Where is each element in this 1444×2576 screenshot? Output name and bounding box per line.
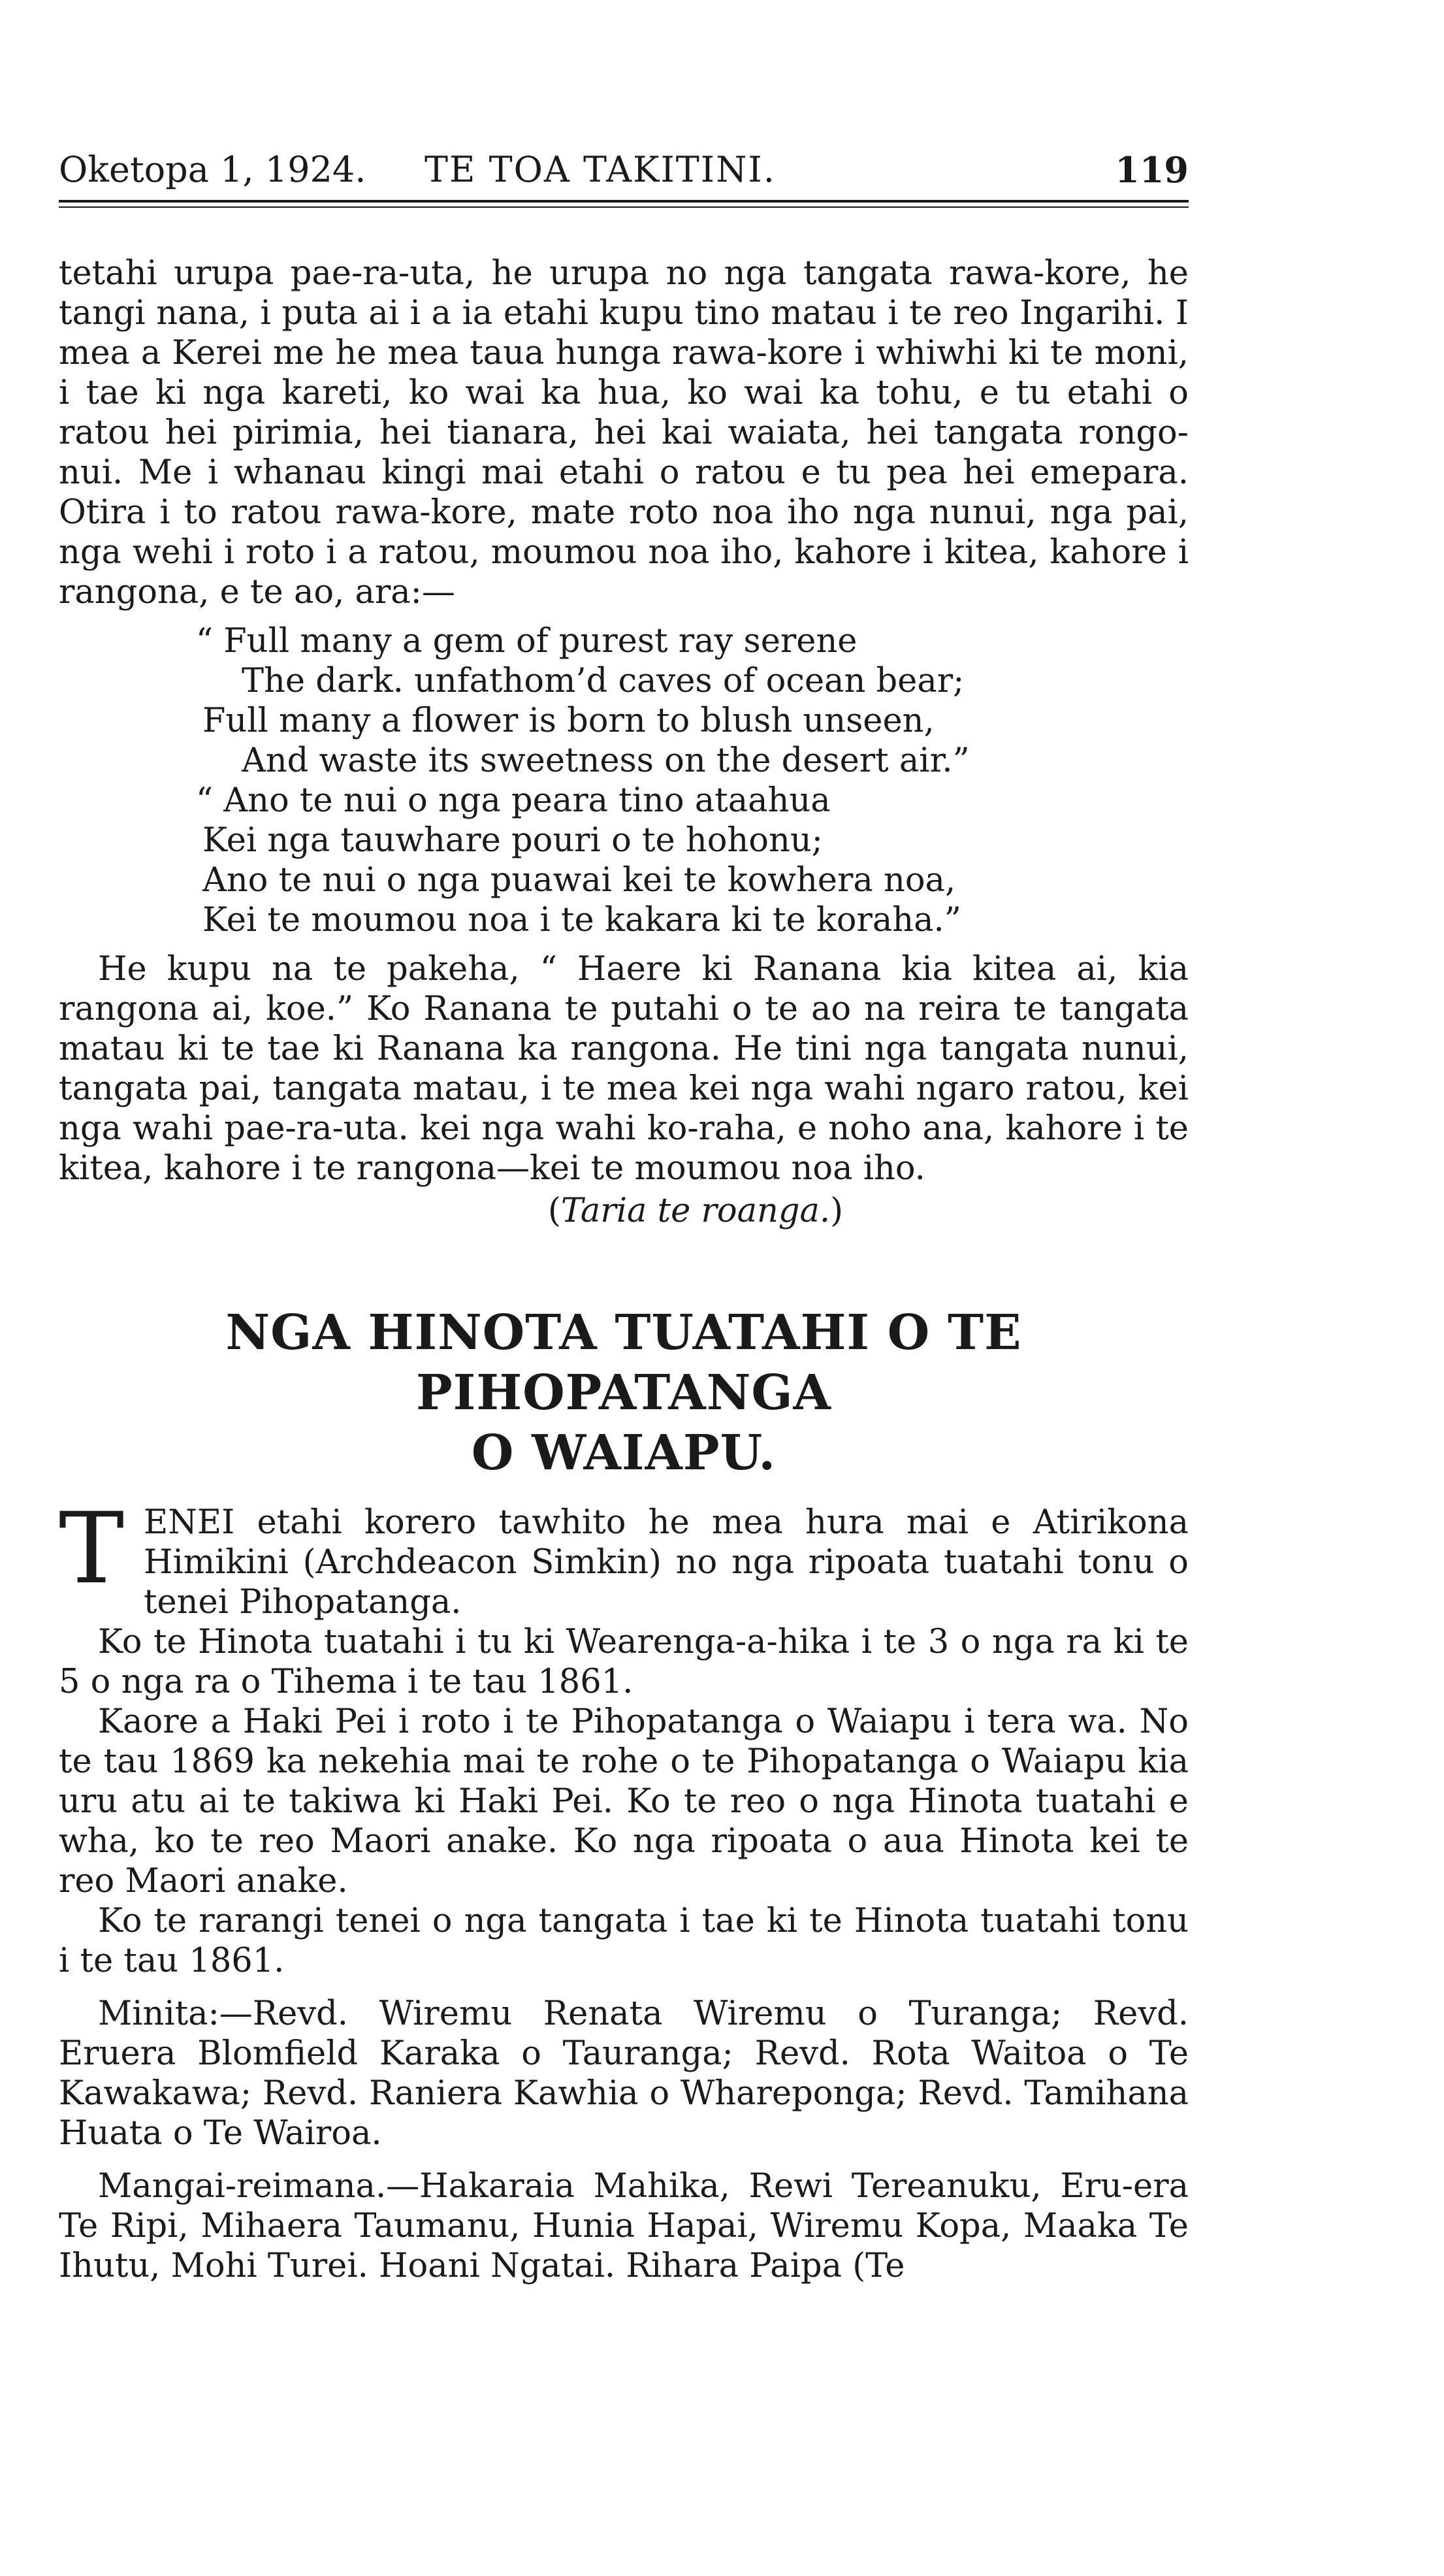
- publication-title: TE TOA TAKITINI.: [425, 149, 776, 190]
- page-number: 119: [1115, 149, 1189, 191]
- article-intro-text: ENEI etahi korero tawhito he mea hura mai e Atirikona Himikini (Archdeacon Simkin) no nga ripoata tuatahi tonu o tenei Pihopatanga.: [144, 1503, 1189, 1622]
- article-paragraph-e: Mangai-reimana.—Hakaraia Mahika, Rewi Tereanuku, Eru-era Te Ripi, Mihaera Taumanu, Hunia Hapai, Wiremu Kopa, Maaka Te Ihutu, Mohi Turei. Hoani Ngatai. Rihara Paipa (Te: [59, 2167, 1189, 2285]
- page-header: [59, 144, 1189, 196]
- poem-line: And waste its sweetness on the desert air.”: [242, 742, 970, 780]
- newspaper-page: [59, 144, 1189, 2286]
- article-heading: [59, 1303, 1189, 1483]
- article-heading-line-1: NGA HINOTA TUATAHI O TE PIHOPATANGA: [225, 1305, 1022, 1421]
- body-paragraph-2: He kupu na te pakeha, “ Haere ki Ranana kia kitea ai, kia rangona ai, koe.” Ko Ranana te putahi o te ao na reira te tangata matau ki te tae ki Ranana ka rangona. He tini nga tangata nunui, tangata pai, tangata matau, i te mea kei nga wahi ngaro ratou, kei nga wahi pae-ra-uta. kei nga wahi ko-raha, e noho ana, kahore i te kitea, kahore i te rangona—kei te moumou noa iho.: [59, 950, 1189, 1188]
- body-paragraph-1: tetahi urupa pae-ra-uta, he urupa no nga tangata rawa-kore, he tangi nana, i puta ai i a ia etahi kupu tino matau i te reo Ingarihi. I mea a Kerei me he mea taua hunga rawa-kore i whiwhi ki te moni, i tae ki nga kareti, ko wai ka hua, ko wai ka tohu, e tu etahi o ratou hei pirimia, hei tianara, hei kai waiata, hei tangata rongo-nui. Me i whanau kingi mai etahi o ratou e tu pea hei emepara. Otira i to ratou rawa-kore, mate roto noa iho nga nunui, nga pai, nga wehi i roto i a ratou, moumou noa iho, kahore i kitea, kahore i rangona, e te ao, ara:—: [59, 254, 1189, 611]
- article-paragraph-a: Ko te Hinota tuatahi i tu ki Wearenga-a-hika i te 3 o nga ra ki te 5 o nga ra o Tihema i te tau 1861.: [59, 1623, 1189, 1701]
- poem-line: “ Full many a gem of purest ray serene: [196, 622, 858, 660]
- header-rule-thin: [59, 206, 1189, 208]
- drop-cap: T: [59, 1492, 125, 1606]
- article-heading-line-2: O WAIAPU.: [471, 1425, 777, 1481]
- continued-note: (Taria te roanga.): [547, 1192, 844, 1230]
- poem-block: [59, 621, 1189, 940]
- continued-text: Taria te roanga.: [560, 1192, 831, 1230]
- article-paragraph-d: Minita:—Revd. Wiremu Renata Wiremu o Turanga; Revd. Eruera Blomfield Karaka o Tauranga; Revd. Rota Waitoa o Te Kawakawa; Revd. Raniera Kawhia o Whareponga; Revd. Tamihana Huata o Te Wairoa.: [59, 1995, 1189, 2153]
- poem-line: The dark. unfathom’d caves of ocean bear;: [242, 662, 965, 700]
- poem-line: Kei nga tauwhare pouri o te hohonu;: [202, 821, 823, 860]
- poem-line: “ Ano te nui o nga peara tino ataahua: [196, 781, 831, 820]
- poem-line: Kei te moumou noa i te kakara ki te koraha.”: [202, 901, 961, 939]
- article-paragraph-c: Ko te rarangi tenei o nga tangata i tae ki te Hinota tuatahi tonu i te tau 1861.: [59, 1902, 1189, 1980]
- poem-line: Full many a flower is born to blush unseen,: [202, 702, 935, 740]
- poem-line: Ano te nui o nga puawai kei te kowhera noa,: [202, 861, 956, 900]
- article-paragraph-b: Kaore a Haki Pei i roto i te Pihopatanga o Waiapu i tera wa. No te tau 1869 ka nekehia mai te rohe o te Pihopatanga o Waiapu kia uru atu ai te takiwa ki Haki Pei. Ko te reo o nga Hinota tuatahi e wha, ko te reo Maori anake. Ko nga ripoata o aua Hinota kei te reo Maori anake.: [59, 1703, 1189, 1900]
- header-rule-thick: [59, 200, 1189, 203]
- article-intro: [59, 1492, 1189, 1622]
- issue-date: Oketopa 1, 1924.: [59, 149, 366, 190]
